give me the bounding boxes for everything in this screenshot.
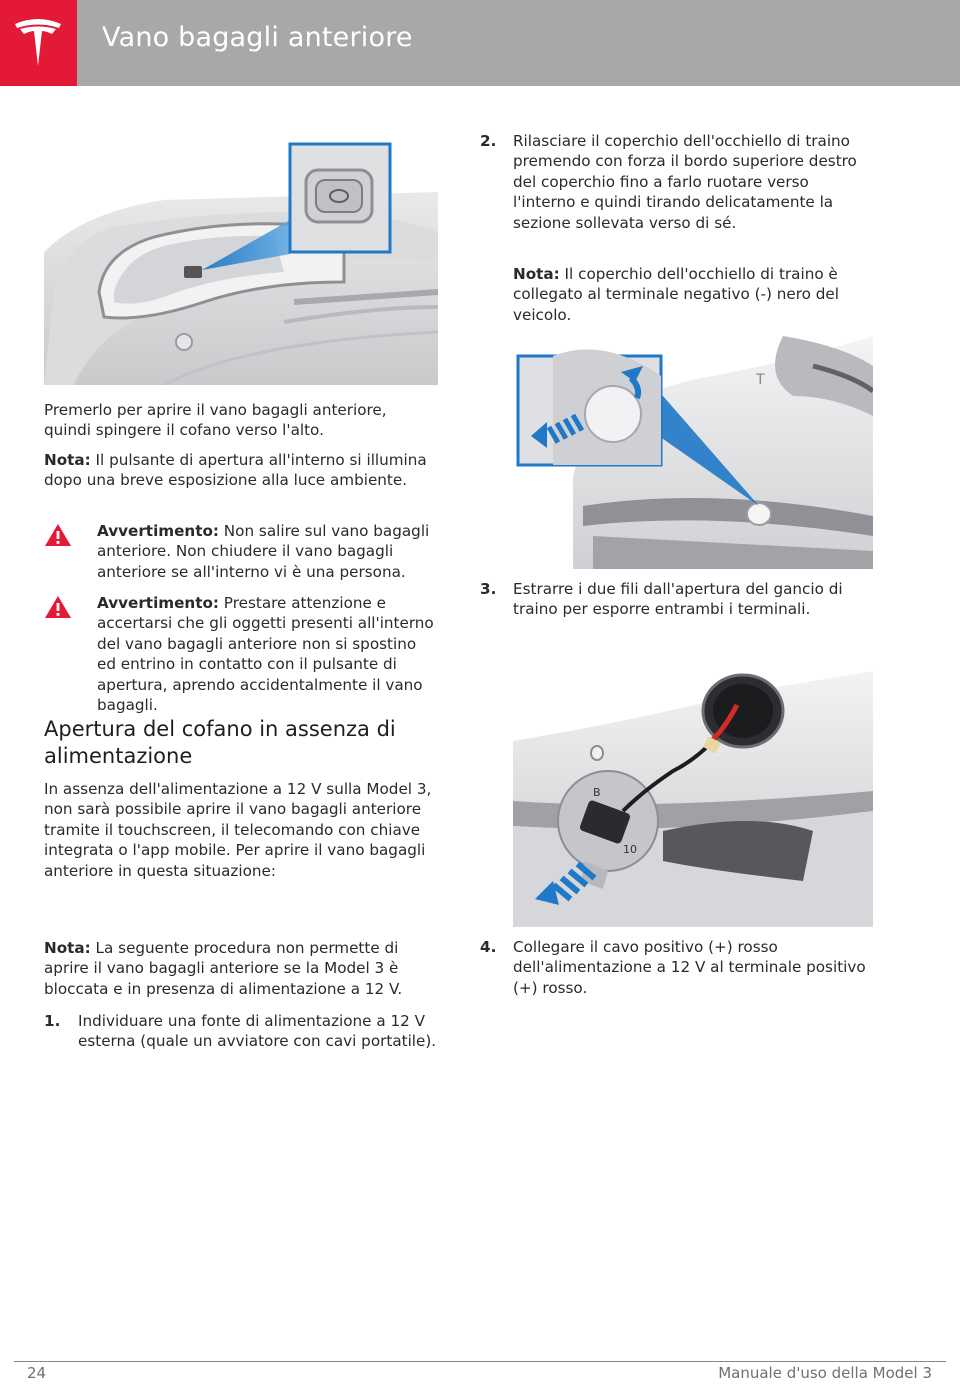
note-tow-cover: Nota: Il coperchio dell'occhiello di traino è collegato al terminale negativo (-) nero del veicolo. [513,265,839,324]
logo-box [0,0,77,86]
intro-paragraph: Premerlo per aprire il vano bagagli anteriore, quindi spingere il cofano verso l'alto. [44,401,387,440]
warning-icon [44,595,72,619]
step-text: Rilasciare il coperchio dell'occhiello di traino premendo con forza il bordo superiore destro del coperchio fino a farlo ruotare verso l'interno e quindi tirando delicatamente la sezione sollevata verso di sé. [513,132,857,232]
note-text: Il pulsante di apertura all'interno si illumina dopo una breve esposizione alla luce ambiente. [44,451,427,490]
warning-block [44,521,438,582]
warning-text: Avvertimento: Prestare attenzione e accertarsi che gli oggetti presenti all'interno del vano bagagli anteriore non si spostino ed entrino in contatto con il pulsante di apertura, aprendo accidentalmente il vano bagagli. [97,594,434,715]
step-text: Individuare una fonte di alimentazione a 12 V esterna (quale un avviatore con cavi portatile). [78,1012,437,1051]
page-number: 24 [27,1364,47,1382]
list-item [480,131,873,233]
list-item [480,937,873,998]
svg-text:T: T [756,372,765,388]
step-text: Estrarre i due fili dall'apertura del gancio di traino per esporre entrambi i terminali. [513,580,843,619]
tow-terminals-illustration [513,631,873,927]
note-ambient-light [44,450,438,491]
tesla-logo-icon [13,16,63,68]
section-paragraph: In assenza dell'alimentazione a 12 V sulla Model 3, non sarà possibile aprire il vano bagagli anteriore tramite il touchscreen, il telecomando con chiave integrata o l'app mobile. Per aprire il vano bagagli anteriore in questa situazione: [44,780,432,880]
step-text: Collegare il cavo positivo (+) rosso dell'alimentazione a 12 V al terminale positivo (+) rosso. [513,938,866,997]
manual-title: Manuale d'uso della Model 3 [718,1364,932,1382]
warning-text: Avvertimento: Non salire sul vano bagagli anteriore. Non chiudere il vano bagagli anteriore se all'interno vi è una persona. [97,522,430,581]
footer-divider [14,1361,946,1362]
tow-eye-cover-illustration [513,336,873,569]
note-locked: Nota: La seguente procedura non permette di aprire il vano bagagli anteriore se la Model 3 è bloccata e in presenza di alimentazione a 12 V. [44,939,403,998]
warning-block [44,593,438,715]
svg-text:B: B [593,786,601,799]
section-heading: Apertura del cofano in assenza di alimentazione [44,717,396,768]
step-number: 1. [44,1012,61,1030]
header-bar [0,0,960,86]
frunk-illustration [44,142,438,385]
step-number: 2. [480,132,497,150]
step-number: 4. [480,938,497,956]
page-title: Vano bagagli anteriore [102,22,413,53]
note-label: Nota: [44,451,91,469]
list-item [480,579,873,620]
step-number: 3. [480,580,497,598]
svg-text:10: 10 [623,843,637,856]
warning-icon [44,523,72,547]
list-item [44,1011,438,1052]
